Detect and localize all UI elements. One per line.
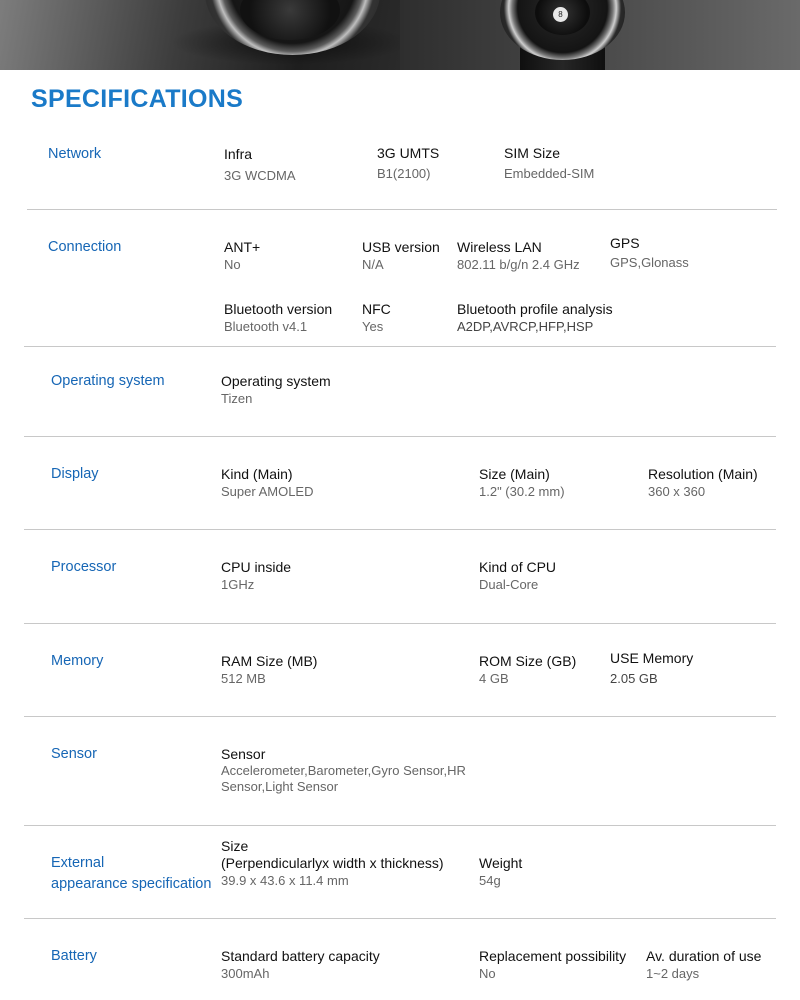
field-value: Embedded-SIM (504, 166, 595, 181)
field-label: Av. duration of use (646, 948, 762, 964)
spec-field (221, 838, 444, 889)
section-label-line: External (51, 855, 105, 871)
field-label: Size (221, 838, 249, 854)
section-label: Operating system (51, 373, 165, 389)
field-value: A2DP,AVRCP,HFP,HSP (457, 319, 594, 334)
field-value: 2.05 GB (610, 671, 658, 686)
field-label: (Perpendicularlyx width x thickness) (221, 855, 444, 871)
field-value: 39.9 x 43.6 x 11.4 mm (221, 873, 349, 888)
field-label: Sensor (221, 746, 266, 762)
field-label: Kind (Main) (221, 466, 293, 482)
field-value: 1~2 days (646, 966, 700, 981)
spec-field (457, 239, 580, 273)
field-value: B1(2100) (377, 166, 431, 181)
field-label: Infra (224, 146, 253, 162)
field-value: Accelerometer,Barometer,Gyro Sensor,HR Sensor,Light Sensor (221, 763, 466, 794)
field-label: Resolution (Main) (648, 466, 758, 482)
divider (24, 529, 776, 530)
field-value: Tizen (221, 391, 253, 406)
field-label: Replacement possibility (479, 948, 627, 964)
divider (24, 716, 776, 717)
section-label: Processor (51, 559, 117, 575)
section-label: Sensor (51, 746, 97, 762)
field-label: Weight (479, 855, 523, 871)
field-value: Super AMOLED (221, 484, 314, 499)
field-value: Dual-Core (479, 577, 539, 592)
section-label: Memory (51, 653, 104, 669)
spec-field (221, 653, 317, 687)
spec-field (224, 239, 260, 273)
page-title: SPECIFICATIONS (31, 85, 244, 113)
field-value: 3G WCDMA (224, 168, 296, 183)
divider (24, 436, 776, 437)
spec-field (610, 235, 689, 271)
field-label: ANT+ (224, 239, 261, 255)
section-label-line: appearance specification (51, 876, 212, 892)
spec-field (610, 650, 693, 687)
field-label: USE Memory (610, 650, 694, 666)
field-value: 300mAh (221, 966, 270, 981)
watch-dial-number: 8 (553, 7, 568, 22)
spec-field (224, 146, 296, 184)
spec-field (362, 301, 391, 335)
spec-field (457, 301, 613, 335)
field-label: 3G UMTS (377, 145, 440, 161)
section-label (51, 853, 211, 895)
field-value: 1.2" (30.2 mm) (479, 484, 565, 499)
spec-field (479, 559, 556, 593)
field-label: SIM Size (504, 145, 561, 161)
divider (24, 623, 776, 624)
field-label: Operating system (221, 373, 331, 389)
hero-banner (0, 0, 800, 70)
divider (24, 346, 776, 347)
spec-field (221, 373, 331, 407)
field-label: Size (Main) (479, 466, 550, 482)
spec-field (648, 466, 758, 500)
field-label: Bluetooth version (224, 301, 333, 317)
field-label: CPU inside (221, 559, 292, 575)
field-label: ROM Size (GB) (479, 653, 577, 669)
divider (27, 209, 777, 210)
field-value: 54g (479, 873, 501, 888)
field-label: Wireless LAN (457, 239, 542, 255)
field-value: No (479, 966, 496, 981)
spec-field (479, 653, 576, 687)
field-label: NFC (362, 301, 391, 317)
field-value: 360 x 360 (648, 484, 706, 499)
section-label: Display (51, 466, 99, 482)
spec-field (221, 746, 491, 795)
field-value: Bluetooth v4.1 (224, 319, 308, 334)
field-value: No (224, 257, 241, 272)
field-label: Kind of CPU (479, 559, 557, 575)
spec-field (646, 948, 761, 982)
field-label: Standard battery capacity (221, 948, 380, 964)
spec-field (221, 466, 314, 500)
divider (24, 918, 776, 919)
field-value: 1GHz (221, 577, 255, 592)
spec-field (504, 145, 594, 182)
spec-field (479, 948, 626, 982)
field-label: USB version (362, 239, 440, 255)
spec-field (224, 301, 332, 335)
section-label: Network (48, 146, 102, 162)
field-label: GPS (610, 235, 640, 251)
spec-field (479, 855, 522, 889)
spec-field (221, 948, 380, 982)
divider (24, 825, 776, 826)
section-label: Battery (51, 948, 97, 964)
field-label: RAM Size (MB) (221, 653, 318, 669)
spec-field (221, 559, 291, 593)
section-label: Connection (48, 239, 122, 255)
field-value: N/A (362, 257, 384, 272)
spec-field (479, 466, 565, 500)
spec-field (362, 239, 440, 273)
field-value: 512 MB (221, 671, 266, 686)
field-value: 4 GB (479, 671, 509, 686)
field-value: Yes (362, 319, 384, 334)
field-label: Bluetooth profile analysis (457, 301, 613, 317)
field-value: GPS,Glonass (610, 255, 689, 270)
spec-field (377, 145, 439, 182)
field-value: 802.11 b/g/n 2.4 GHz (457, 257, 580, 272)
